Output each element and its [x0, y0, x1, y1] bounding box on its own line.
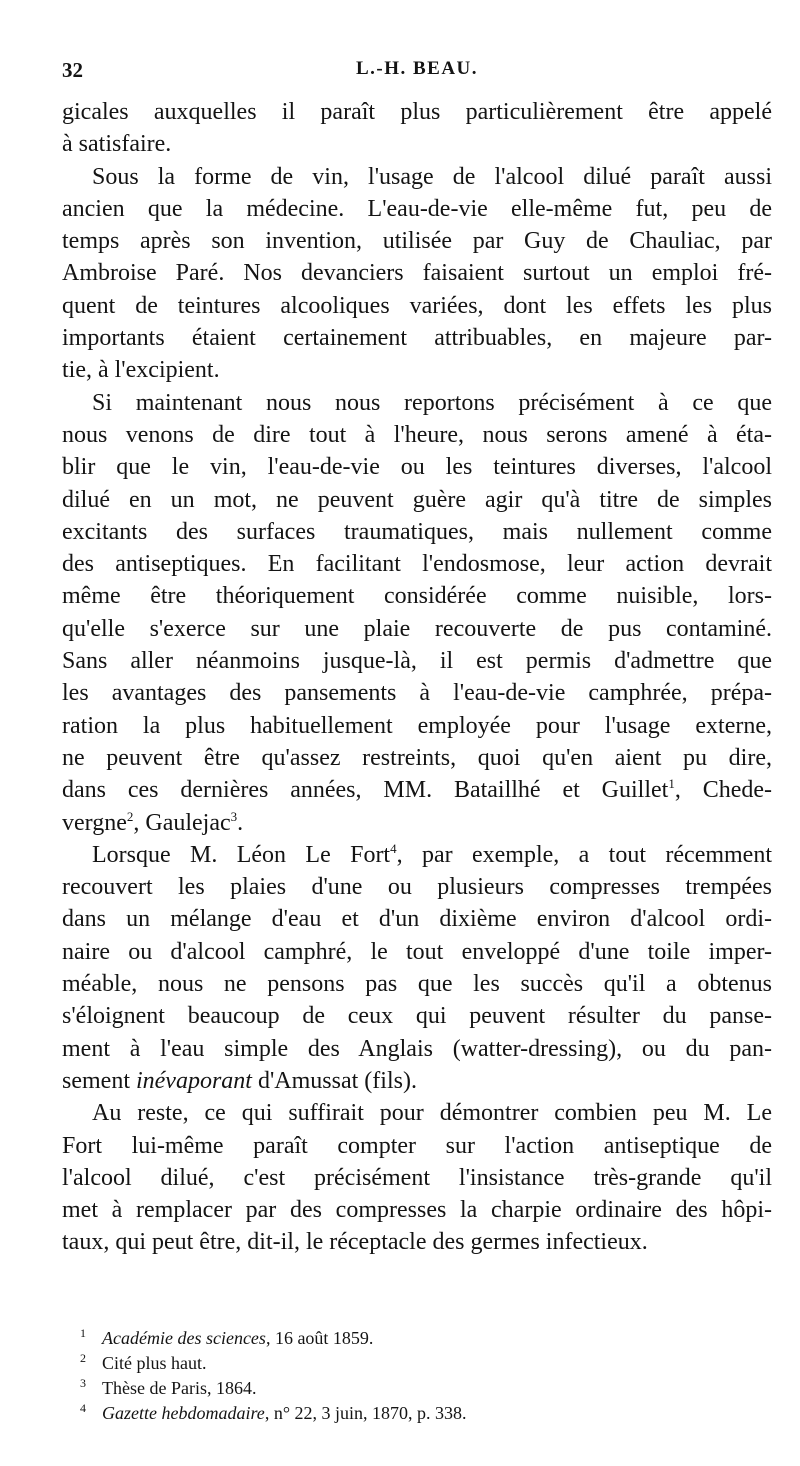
text-line: même être théoriquement considérée comme nuisible, lors- — [62, 583, 772, 610]
page-header — [62, 58, 772, 88]
text-line: qu'elle s'exerce sur une plaie recouverte de pus contaminé. — [62, 615, 772, 642]
text-line: les avantages des pansements à l'eau-de-vie camphrée, prépa- — [62, 680, 772, 707]
text-line: quent de teintures alcooliques variées, dont les effets les plus — [62, 292, 772, 319]
text-line: met à remplacer par des compresses la charpie ordinaire des hôpi- — [62, 1197, 772, 1224]
footnote-source: Gazette hebdomadaire — [102, 1403, 265, 1423]
footnote-mark: 4 — [80, 1401, 86, 1415]
text-fragment: . — [237, 809, 244, 836]
text-line: ment à l'eau simple des Anglais (watter-dressing), ou du pan- — [62, 1035, 772, 1062]
text-fragment: , par exemple, a tout récemment — [396, 841, 772, 868]
text-line: nous venons de dire tout à l'heure, nous serons amené à éta- — [62, 421, 772, 448]
text-line: Au reste, ce qui suffirait pour démontrer combien peu M. Le — [92, 1100, 772, 1127]
text-line: Ambroise Paré. Nos devanciers faisaient surtout un emploi fré- — [62, 260, 772, 287]
text-line — [62, 839, 772, 871]
italic-term: inévaporant — [135, 1067, 252, 1094]
footnote — [62, 1326, 762, 1351]
text-line: ration la plus habituellement employée pour l'usage externe, — [62, 712, 772, 739]
footnote-ref: 4 — [390, 840, 397, 856]
footnote-source: Cité plus haut. — [102, 1353, 207, 1373]
footnote-mark: 1 — [80, 1326, 86, 1340]
text-fragment: Lorsque M. Léon Le Fort — [92, 841, 391, 868]
footnote-ref: 3 — [230, 808, 238, 824]
footnote-mark: 3 — [80, 1376, 86, 1390]
text-line: Sans aller néanmoins jusque-là, il est permis d'admettre que — [62, 648, 772, 675]
text-line: ancien que la médecine. L'eau-de-vie elle-même fut, peu de — [62, 195, 772, 222]
text-line: à satisfaire. — [62, 131, 172, 158]
footnote-source: Académie des sciences — [102, 1328, 266, 1348]
text-line — [62, 774, 772, 806]
text-line: temps après son invention, utilisée par Guy de Chauliac, par — [62, 228, 772, 255]
footnote — [62, 1401, 762, 1426]
text-line: s'éloignent beaucoup de ceux qui peuvent résulter du panse- — [62, 1003, 772, 1030]
text-fragment: , Gaulejac — [133, 809, 231, 836]
text-fragment: vergne — [62, 809, 127, 836]
text-line: excitants des surfaces traumatiques, mais nullement comme — [62, 518, 772, 545]
text-fragment: , Chede- — [674, 777, 772, 804]
text-line: Si maintenant nous nous reportons précisément à ce que — [92, 389, 772, 416]
text-line: l'alcool dilué, c'est précisément l'insistance très-grande qu'il — [62, 1164, 772, 1191]
text-line: recouvert les plaies d'une ou plusieurs compresses trempées — [62, 874, 772, 901]
text-fragment: sement — [62, 1067, 130, 1094]
text-line: Fort lui-même paraît compter sur l'action antiseptique de — [62, 1132, 772, 1159]
text-line: ne peuvent être qu'assez restreints, quoi qu'en aient pu dire, — [62, 744, 772, 771]
text-line: gicales auxquelles il paraît plus particulièrement être appelé — [62, 99, 772, 125]
footnote-source: Thèse de Paris, 1864. — [102, 1378, 257, 1398]
footnote-detail: , 16 août 1859. — [265, 1328, 374, 1348]
footnote-ref: 2 — [126, 808, 134, 824]
text-line: méable, nous ne pensons pas que les succès qu'il a obtenus — [62, 971, 772, 998]
text-fragment: d'Amussat (fils). — [251, 1067, 417, 1094]
text-line: tie, à l'excipient. — [62, 357, 220, 384]
text-line: naire ou d'alcool camphré, le tout enveloppé d'une toile imper- — [62, 938, 772, 965]
page-number: 32 — [62, 58, 83, 82]
text-line: dans un mélange d'eau et d'un dixième environ d'alcool ordi- — [62, 906, 772, 933]
text-line — [62, 1065, 772, 1097]
running-head: L.-H. BEAU. — [355, 58, 479, 79]
text-line: taux, qui peut être, dit-il, le réceptacle des germes infectieux. — [62, 1229, 648, 1256]
footnote-ref: 1 — [668, 776, 675, 792]
text-fragment: dans ces dernières années, MM. Bataillhé et Guillet — [62, 777, 669, 804]
text-line: des antiseptiques. En facilitant l'endosmose, leur action devrait — [62, 551, 772, 578]
footnote — [62, 1351, 762, 1376]
text-line: blir que le vin, l'eau-de-vie ou les teintures diverses, l'alcool — [62, 454, 772, 481]
footnote — [62, 1376, 762, 1401]
footnote-mark: 2 — [80, 1351, 86, 1365]
text-line — [62, 807, 772, 839]
text-line: Sous la forme de vin, l'usage de l'alcool dilué paraît aussi — [92, 163, 772, 190]
text-line: importants étaient certainement attribuables, en majeure par- — [62, 325, 772, 352]
text-line: dilué en un mot, ne peuvent guère agir qu'à titre de simples — [62, 486, 772, 513]
body-text — [62, 96, 772, 1259]
footnote-detail: , n° 22, 3 juin, 1870, p. 338. — [264, 1403, 467, 1423]
footnotes — [62, 1326, 762, 1426]
